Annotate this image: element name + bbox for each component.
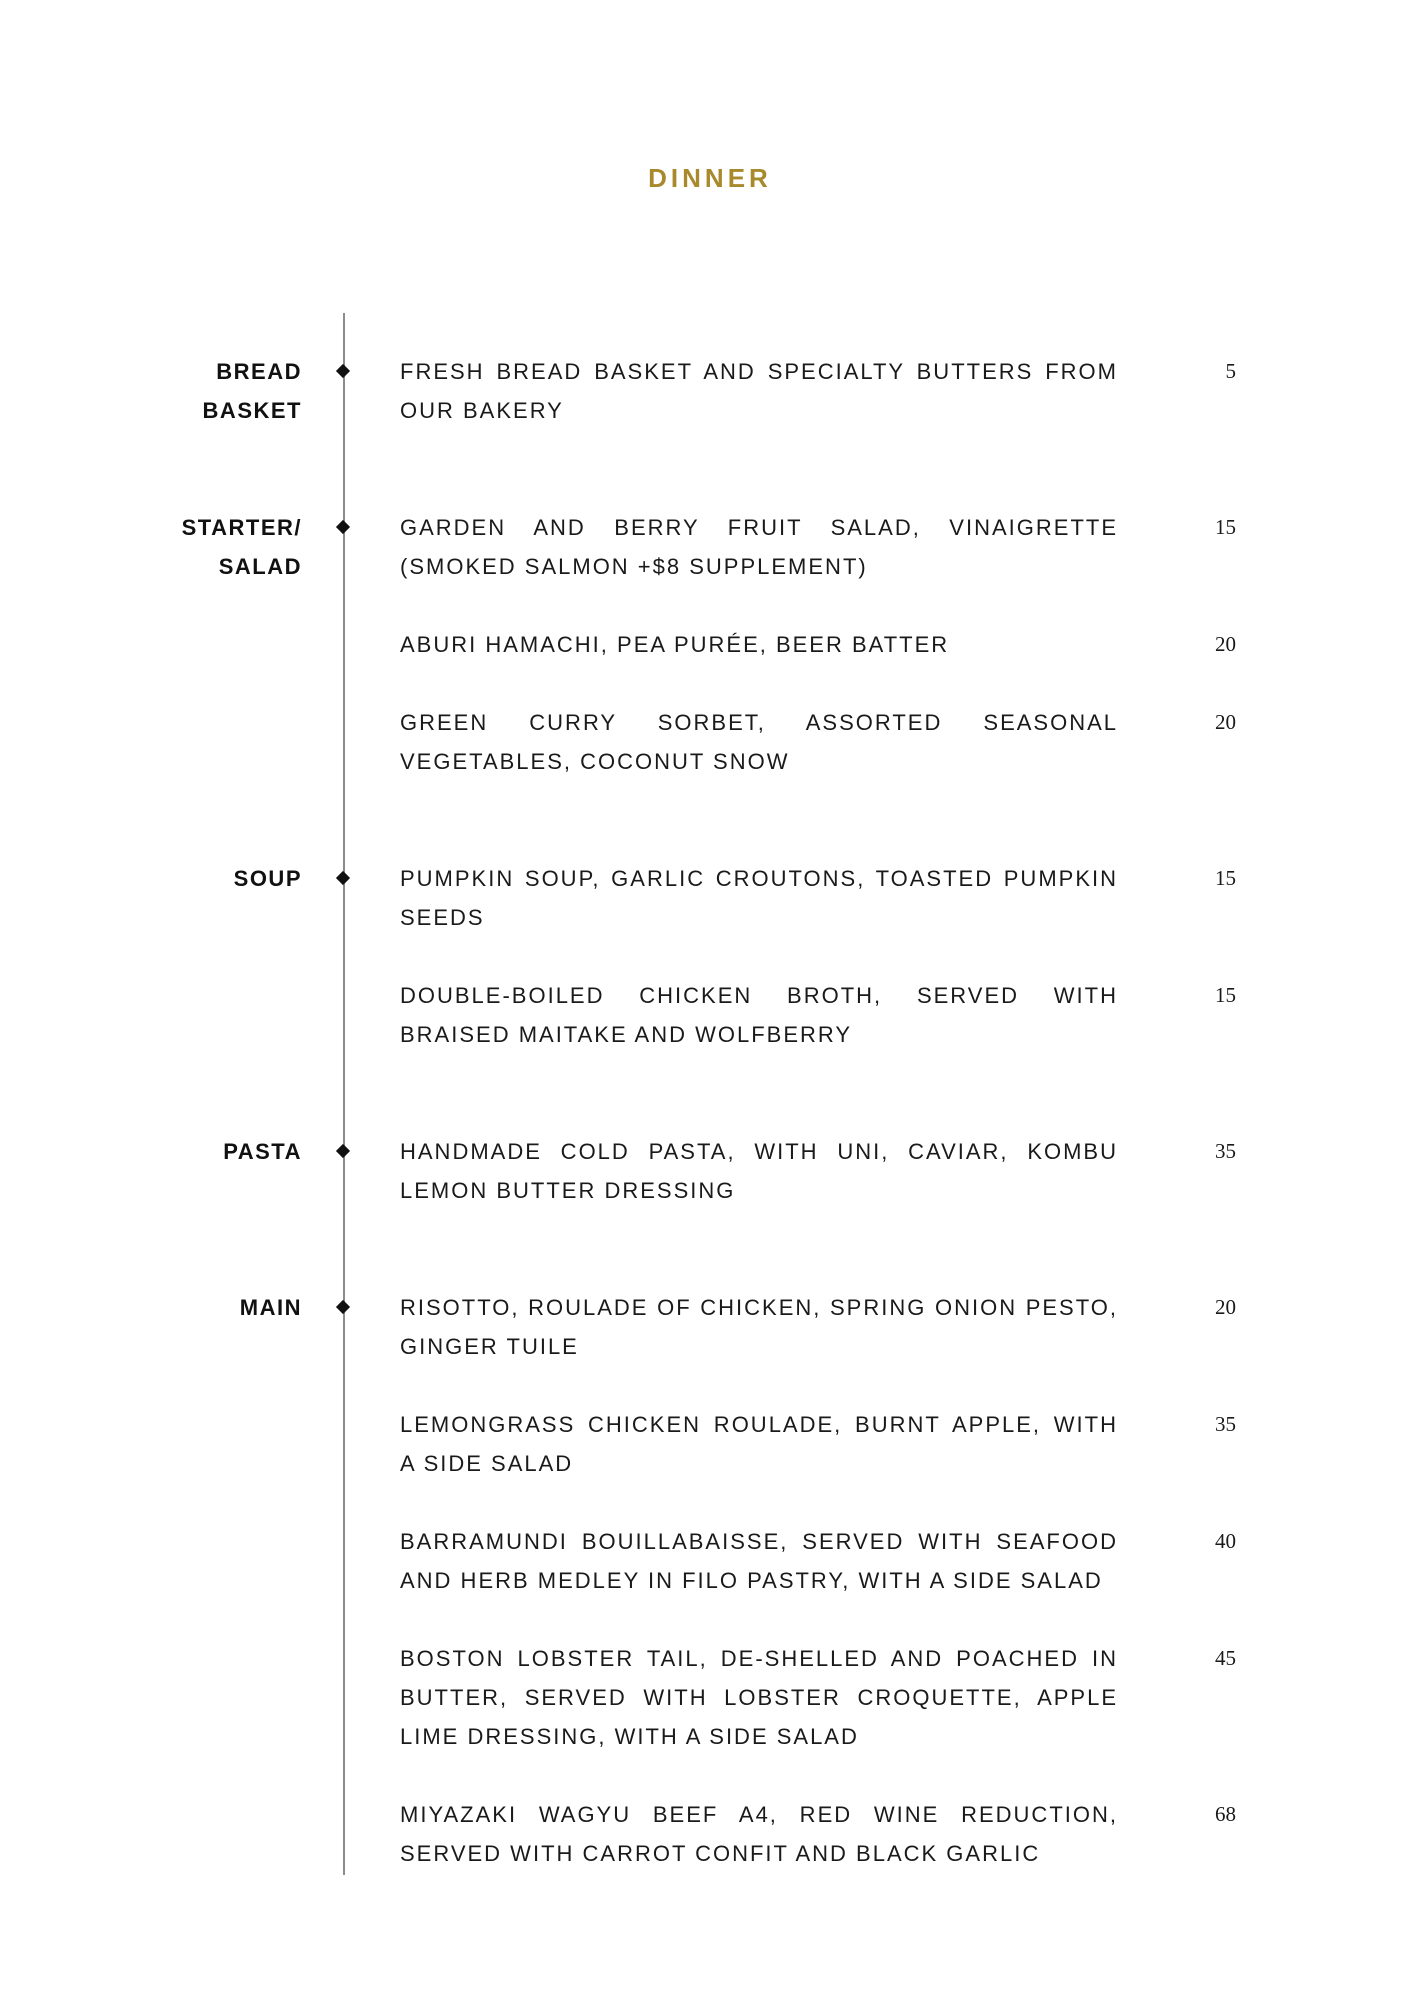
menu-item-description: GARDEN AND BERRY FRUIT SALAD, VINAIGRETTE (SMOKED SALMON +$8 SUPPLEMENT): [400, 515, 1118, 579]
menu-item-description: GREEN CURRY SORBET, ASSORTED SEASONAL VEGETABLES, COCONUT SNOW: [400, 710, 1118, 774]
menu-item-description: BARRAMUNDI BOUILLABAISSE, SERVED WITH SEAFOOD AND HERB MEDLEY IN FILO PASTRY, WITH A SIDE SALAD: [400, 1529, 1118, 1593]
menu-item: [400, 1639, 1420, 1756]
diamond-bullet-icon: [336, 520, 350, 534]
menu-item-description: LEMONGRASS CHICKEN ROULADE, BURNT APPLE, WITH A SIDE SALAD: [400, 1412, 1118, 1476]
menu-item: [400, 508, 1420, 586]
diamond-bullet-icon: [336, 1144, 350, 1158]
menu-item: [400, 1522, 1420, 1600]
menu-item-description: PUMPKIN SOUP, GARLIC CROUTONS, TOASTED PUMPKIN SEEDS: [400, 866, 1118, 930]
section-label: BREAD BASKET: [202, 359, 302, 423]
menu-item: [400, 859, 1420, 937]
menu-item-price: 20: [1215, 710, 1236, 734]
menu-item-price: 20: [1215, 632, 1236, 656]
menu-item-price: 15: [1215, 983, 1236, 1007]
menu-item-description: ABURI HAMACHI, PEA PURÉE, BEER BATTER: [400, 632, 950, 657]
menu-item-price: 35: [1215, 1139, 1236, 1163]
menu-item-price: 5: [1225, 359, 1236, 383]
menu-item-price: 15: [1215, 866, 1236, 890]
menu-list: [0, 352, 1420, 1873]
menu-section-pasta: [0, 1132, 1420, 1210]
menu-item-price: 35: [1215, 1412, 1236, 1436]
page-title: DINNER: [648, 163, 772, 193]
menu-item-price: 45: [1215, 1646, 1236, 1670]
menu-section-bread-basket: [0, 352, 1420, 430]
menu-item-description: HANDMADE COLD PASTA, WITH UNI, CAVIAR, KOMBU LEMON BUTTER DRESSING: [400, 1139, 1118, 1203]
section-label: PASTA: [223, 1139, 302, 1164]
menu-section-main: [0, 1288, 1420, 1873]
menu-item: [400, 1288, 1420, 1366]
menu-item-price: 20: [1215, 1295, 1236, 1319]
menu-item-description: RISOTTO, ROULADE OF CHICKEN, SPRING ONION PESTO, GINGER TUILE: [400, 1295, 1118, 1359]
menu-item: [400, 703, 1420, 781]
menu-section-starter-salad: [0, 508, 1420, 781]
menu-item-price: 40: [1215, 1529, 1236, 1553]
menu-item-description: FRESH BREAD BASKET AND SPECIALTY BUTTERS FROM OUR BAKERY: [400, 359, 1118, 423]
menu-item-price: 68: [1215, 1802, 1236, 1826]
menu-item: [400, 976, 1420, 1054]
section-label: STARTER/ SALAD: [181, 515, 302, 579]
menu-item-price: 15: [1215, 515, 1236, 539]
menu-item: [400, 1132, 1420, 1210]
menu-item-description: BOSTON LOBSTER TAIL, DE-SHELLED AND POACHED IN BUTTER, SERVED WITH LOBSTER CROQUETTE, APPLE LIME DRESSING, WITH A SIDE SALAD: [400, 1646, 1118, 1749]
section-label: SOUP: [233, 866, 302, 891]
menu-item: [400, 625, 1420, 664]
diamond-bullet-icon: [336, 364, 350, 378]
menu-section-soup: [0, 859, 1420, 1054]
diamond-bullet-icon: [336, 871, 350, 885]
menu-item-description: DOUBLE-BOILED CHICKEN BROTH, SERVED WITH BRAISED MAITAKE AND WOLFBERRY: [400, 983, 1118, 1047]
menu-item: [400, 352, 1420, 430]
menu-item: [400, 1795, 1420, 1873]
menu-item-description: MIYAZAKI WAGYU BEEF A4, RED WINE REDUCTION, SERVED WITH CARROT CONFIT AND BLACK GARLIC: [400, 1802, 1118, 1866]
menu-item: [400, 1405, 1420, 1483]
section-label: MAIN: [239, 1295, 302, 1320]
diamond-bullet-icon: [336, 1300, 350, 1314]
